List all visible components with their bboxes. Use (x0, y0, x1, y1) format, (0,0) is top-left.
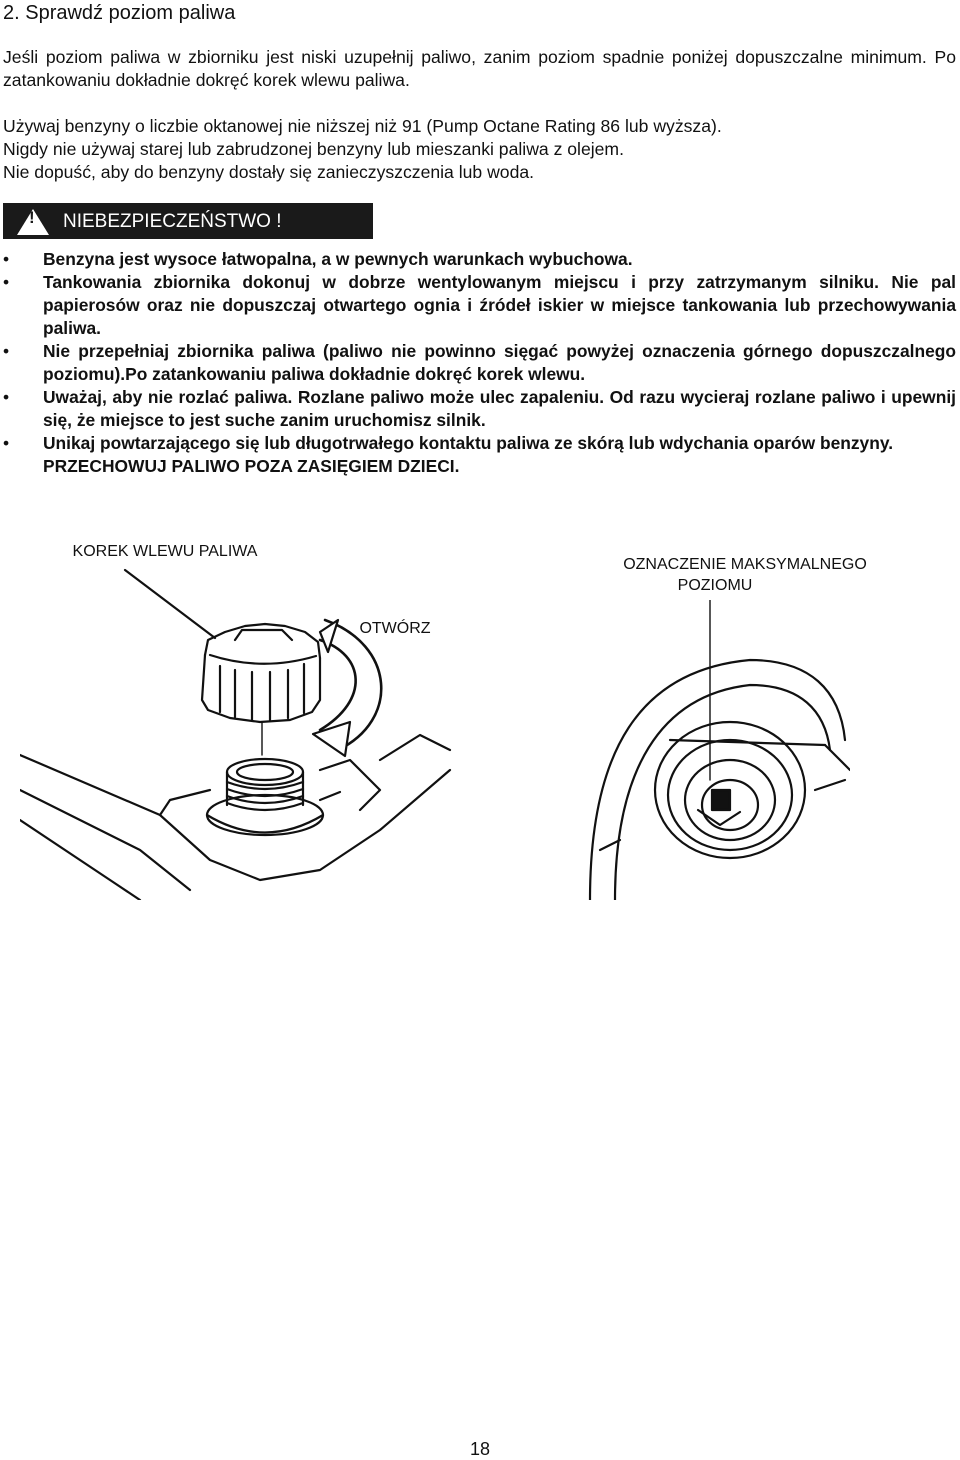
danger-closing (0, 455, 956, 478)
danger-item (0, 432, 956, 455)
section-title: 2. Sprawdź poziom paliwa (3, 2, 236, 24)
intro-paragraph-2: Używaj benzyny o liczbie oktanowej nie niższej niż 91 (Pump Octane Rating 86 lub wyższa). (3, 116, 722, 136)
danger-item (0, 271, 956, 340)
danger-item (0, 386, 956, 432)
bullet: • (3, 341, 10, 361)
danger-banner (3, 203, 373, 239)
danger-item-text: Unikaj powtarzającego się lub długotrwałego kontaktu paliwa ze skórą lub wdychania oparów benzyny. (43, 433, 894, 453)
label-open: OTWÓRZ (359, 620, 431, 637)
bullet: • (3, 433, 10, 453)
danger-item (0, 340, 956, 386)
danger-item-text: Tankowania zbiornika dokonuj w dobrze wentylowanym miejscu i przy zatrzymanym silniku. Nie pal papierosów oraz nie dopuszczaj otwartego ognia i źródeł iskier w miejsce tankowania lub przechowywania paliwa. (43, 272, 956, 338)
warning-exclamation: ! (29, 208, 35, 227)
danger-item-text: Uważaj, aby nie rozlać paliwa. Rozlane paliwo może ulec zapaleniu. Od razu wycieraj rozlane paliwo i upewnij się, że miejsce to jest suche zanim uruchomisz silnik. (43, 387, 956, 430)
label-max-level-line1: OZNACZENIE MAKSYMALNEGO (623, 556, 867, 573)
intro-paragraph-3: Nigdy nie używaj starej lub zabrudzonej benzyny lub mieszanki paliwa z olejem. (3, 139, 624, 159)
intro-paragraph-1: Jeśli poziom paliwa w zbiorniku jest niski uzupełnij paliwo, zanim poziom spadnie poniżej dopuszczalne minimum. Po zatankowaniu dokładnie dokręć korek wlewu paliwa. (3, 47, 956, 90)
intro-paragraph-4: Nie dopuść, aby do benzyny dostały się zanieczyszczenia lub woda. (3, 162, 535, 182)
bullet: • (3, 249, 10, 269)
danger-item (0, 248, 956, 271)
danger-item-text: Nie przepełniaj zbiornika paliwa (paliwo nie powinno sięgać powyżej oznaczenia górnego dopuszczalnego poziomu).Po zatankowaniu paliwa dokładnie dokręć korek wlewu. (43, 341, 956, 384)
bullet: • (3, 387, 10, 407)
bullet: • (3, 272, 10, 292)
label-fuel-cap: KOREK WLEWU PALIWA (72, 543, 258, 560)
danger-list (0, 248, 956, 478)
danger-item-text: Benzyna jest wysoce łatwopalna, a w pewnych warunkach wybuchowa. (43, 249, 633, 269)
fuel-cap-illustration (20, 560, 480, 900)
max-level-illustration (580, 600, 850, 900)
danger-label: NIEBEZPIECZEŃSTWO ! (63, 211, 282, 232)
label-max-level-line2: POZIOMU (677, 577, 753, 594)
page-number: 18 (469, 1439, 491, 1459)
danger-closing-text: PRZECHOWUJ PALIWO POZA ZASIĘGIEM DZIECI. (43, 456, 460, 476)
